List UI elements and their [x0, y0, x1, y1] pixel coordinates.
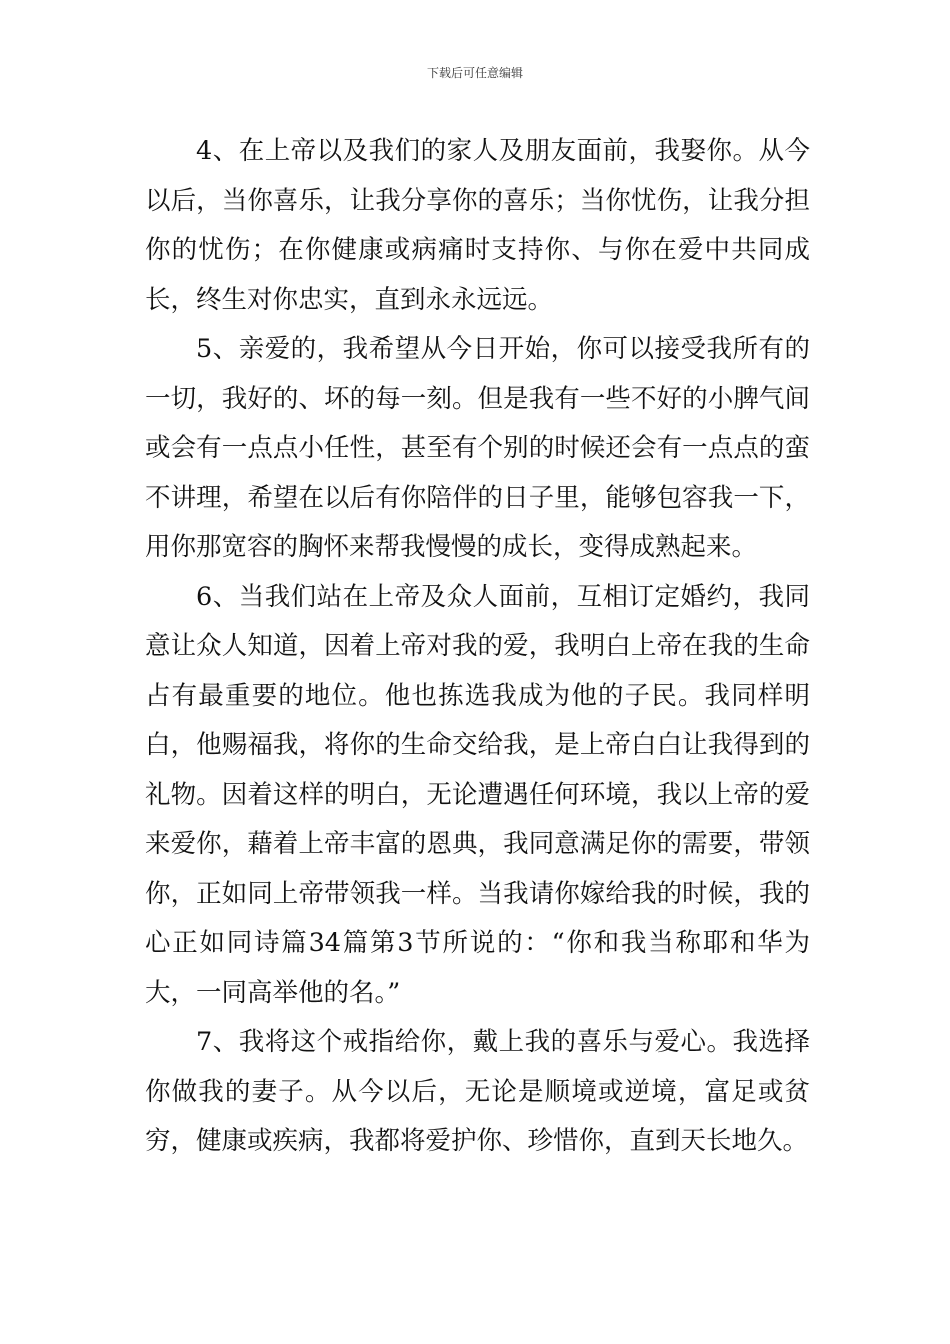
- paragraph-4: 4、在上帝以及我们的家人及朋友面前，我娶你。从今以后，当你喜乐，让我分享你的喜乐；当你忧伤，让我分担你的忧伤；在你健康或病痛时支持你、与你在爱中共同成长，终生对你忠实，直到永永远远。: [145, 136, 810, 315]
- page-header-note: 下载后可任意编辑: [426, 66, 523, 80]
- paragraph-7: 7、我将这个戒指给你，戴上我的喜乐与爱心。我选择你做我的妻子。从今以后，无论是顺境或逆境，富足或贫穷，健康或疾病，我都将爱护你、珍惜你，直到天长地久。: [145, 1027, 810, 1156]
- paragraph-5: 5、亲爱的，我希望从今日开始，你可以接受我所有的一切，我好的、坏的每一刻。但是我有一些不好的小脾气间或会有一点点小任性，甚至有个别的时候还会有一点点的蛮不讲理，希望在以后有你陪伴的日子里，能够包容我一下，用你那宽容的胸怀来帮我慢慢的成长，变得成熟起来。: [145, 334, 810, 562]
- paragraph-6: 6、当我们站在上帝及众人面前，互相订定婚约，我同意让众人知道，因着上帝对我的爱，我明白上帝在我的生命占有最重要的地位。他也拣选我成为他的子民。我同样明白，他赐福我，将你的生命交给我，是上帝白白让我得到的礼物。因着这样的明白，无论遭遇任何环境，我以上帝的爱来爱你，藉着上帝丰富的恩典，我同意满足你的需要，带领你，正如同上帝带领我一样。当我请你嫁给我的时候，我的心正如同诗篇34篇第3节所说的：“你和我当称耶和华为大，一同高举他的名。”: [145, 581, 810, 1008]
- document-body: [145, 127, 810, 1167]
